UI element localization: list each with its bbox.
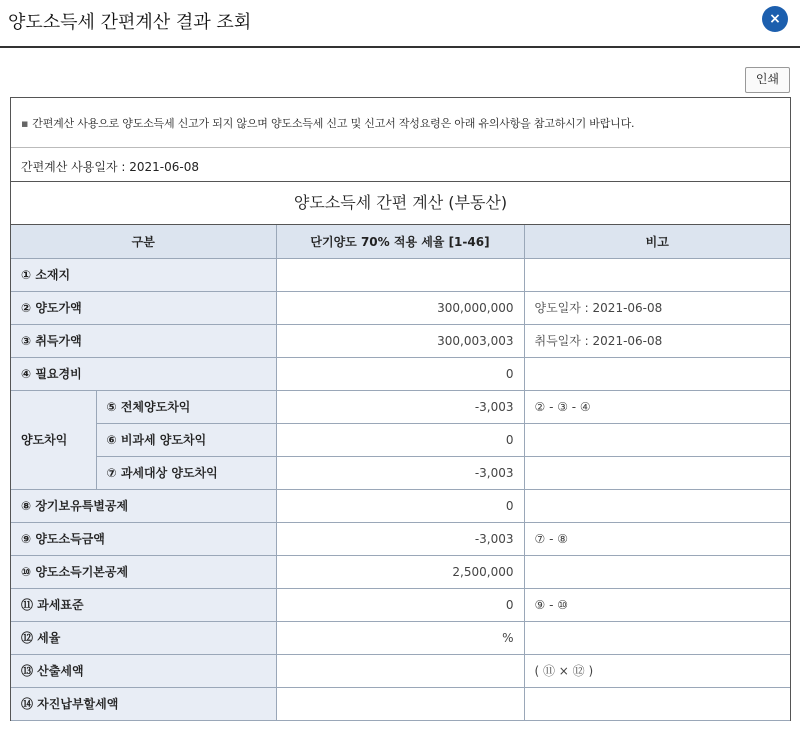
row-value: -3,003: [276, 456, 524, 489]
row-label: ⑤ 전체양도차익: [96, 390, 276, 423]
row-note: ⑨ - ⑩: [524, 588, 790, 621]
table-row: [11, 522, 790, 555]
table-row: [11, 456, 790, 489]
table-row: [11, 687, 790, 720]
row-note: [524, 456, 790, 489]
row-note: [524, 258, 790, 291]
row-label: ⑩ 양도소득기본공제: [11, 555, 276, 588]
row-note: ② - ③ - ④: [524, 390, 790, 423]
table-header-row: [11, 225, 790, 258]
row-value: [276, 687, 524, 720]
row-label: ② 양도가액: [11, 291, 276, 324]
col-header-note: 비고: [524, 225, 790, 258]
row-note: [524, 687, 790, 720]
row-note: [524, 357, 790, 390]
table-row: [11, 258, 790, 291]
toolbar: [745, 67, 790, 93]
calc-title: 양도소득세 간편 계산 (부동산): [11, 182, 790, 225]
row-label: ④ 필요경비: [11, 357, 276, 390]
table-row: [11, 357, 790, 390]
row-value: 0: [276, 423, 524, 456]
notice-message: 간편계산 사용으로 양도소득세 신고가 되지 않으며 양도소득세 신고 및 신고서 작성요령은 아래 유의사항을 참고하시기 바랍니다.: [32, 117, 635, 130]
row-value: 0: [276, 588, 524, 621]
row-value: 300,003,003: [276, 324, 524, 357]
row-label: ⑥ 비과세 양도차익: [96, 423, 276, 456]
table-row: [11, 291, 790, 324]
row-note: 취득일자 : 2021-06-08: [524, 324, 790, 357]
row-note: [524, 489, 790, 522]
row-label: ⑬ 산출세액: [11, 654, 276, 687]
notice-text: [11, 98, 790, 148]
row-value: %: [276, 621, 524, 654]
row-note: [524, 621, 790, 654]
usage-date: 간편계산 사용일자 : 2021-06-08: [11, 148, 790, 182]
row-value: 300,000,000: [276, 291, 524, 324]
dialog-header: [0, 0, 800, 48]
row-note: [524, 555, 790, 588]
table-row: [11, 423, 790, 456]
table-row: [11, 621, 790, 654]
row-value: 0: [276, 489, 524, 522]
row-value: 2,500,000: [276, 555, 524, 588]
result-panel: [10, 97, 791, 721]
print-button[interactable]: 인쇄: [745, 67, 790, 93]
row-label: ⑪ 과세표준: [11, 588, 276, 621]
row-note: 양도일자 : 2021-06-08: [524, 291, 790, 324]
bullet-icon: ▪: [21, 117, 29, 130]
table-row: [11, 654, 790, 687]
row-value: [276, 654, 524, 687]
row-label: ⑨ 양도소득금액: [11, 522, 276, 555]
table-row: [11, 390, 790, 423]
row-value: -3,003: [276, 390, 524, 423]
group-label-gain: 양도차익: [11, 390, 96, 489]
dialog-title: 양도소득세 간편계산 결과 조회: [8, 12, 252, 33]
col-header-category: 구분: [11, 225, 276, 258]
row-label: ⑫ 세율: [11, 621, 276, 654]
col-header-value: 단기양도 70% 적용 세율 [1-46]: [276, 225, 524, 258]
row-note: ⑦ - ⑧: [524, 522, 790, 555]
close-icon[interactable]: ×: [762, 6, 788, 32]
row-label: ⑧ 장기보유특별공제: [11, 489, 276, 522]
row-label: ① 소재지: [11, 258, 276, 291]
table-row: [11, 588, 790, 621]
row-value: 0: [276, 357, 524, 390]
row-label: ⑭ 자진납부할세액: [11, 687, 276, 720]
row-note: [524, 423, 790, 456]
calc-table: [11, 225, 790, 721]
table-row: [11, 489, 790, 522]
table-row: [11, 324, 790, 357]
table-row: [11, 555, 790, 588]
row-label: ⑦ 과세대상 양도차익: [96, 456, 276, 489]
row-value: [276, 258, 524, 291]
row-label: ③ 취득가액: [11, 324, 276, 357]
row-value: -3,003: [276, 522, 524, 555]
row-note: ( ⑪ × ⑫ ): [524, 654, 790, 687]
